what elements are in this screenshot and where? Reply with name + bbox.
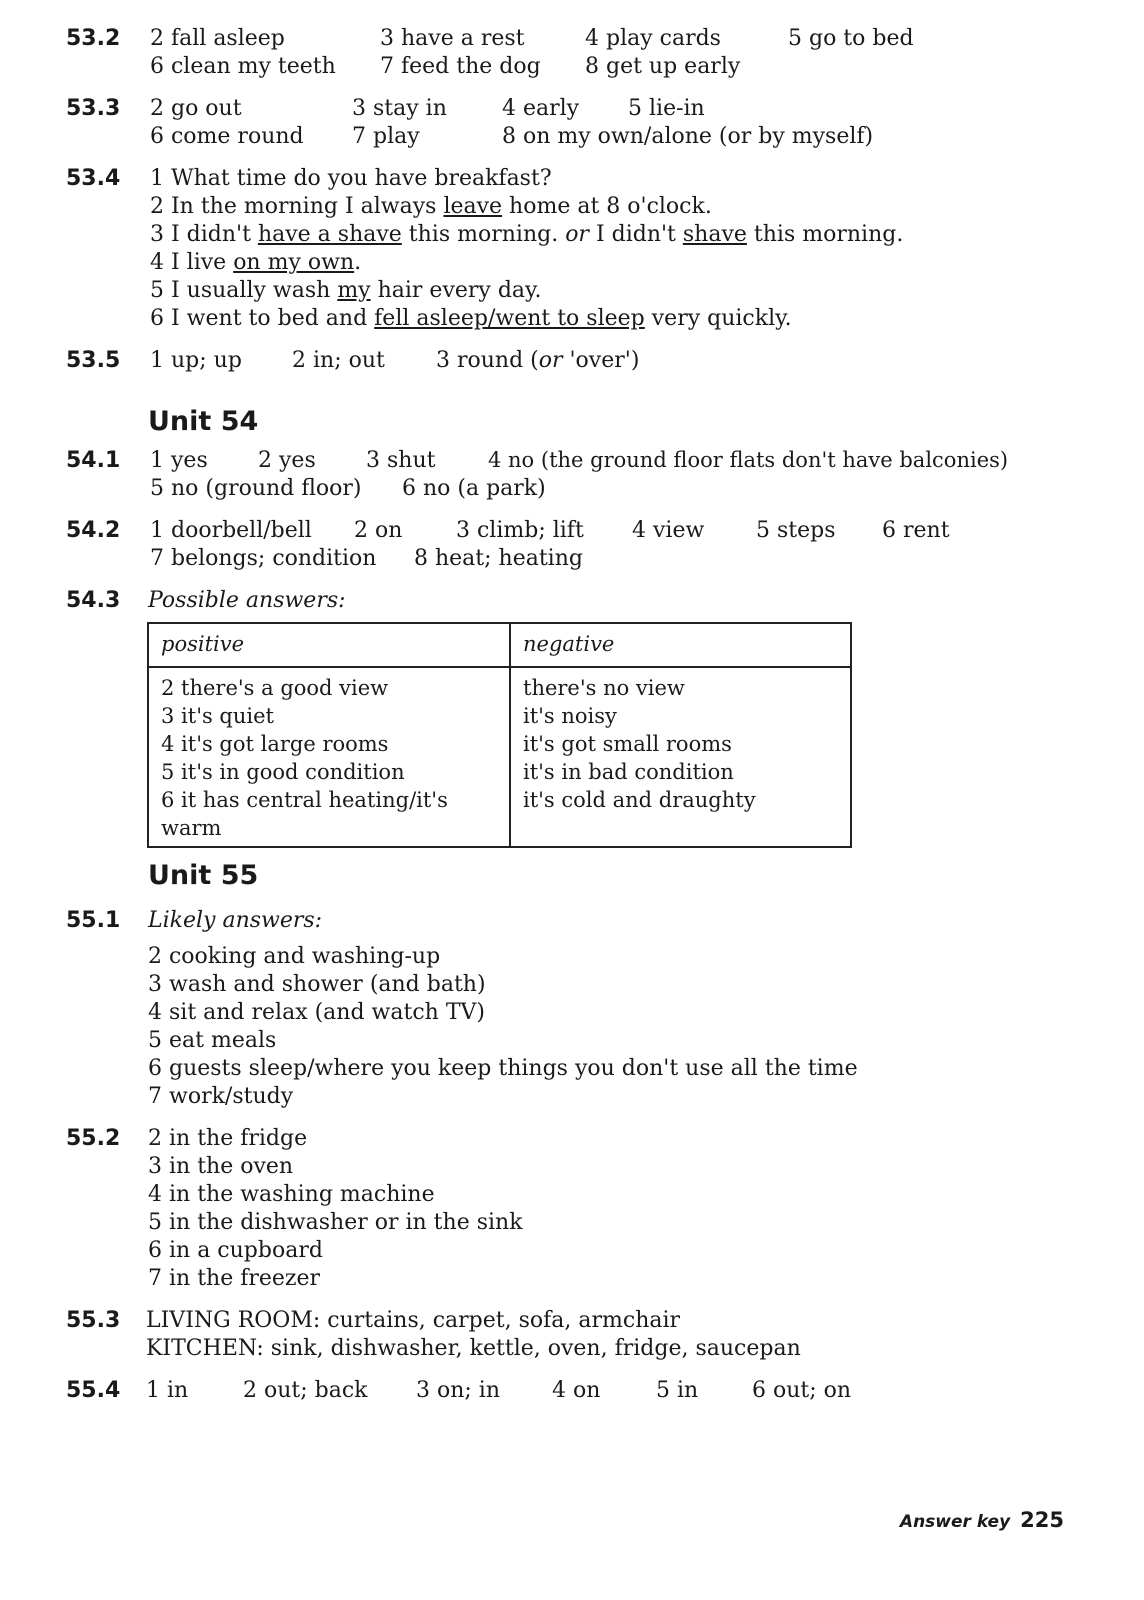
page-number: 225 — [1020, 1508, 1064, 1532]
answer-item: 5 no (ground floor) — [150, 476, 362, 501]
answer-line: 7 in the freezer — [148, 1266, 321, 1291]
answer-item: 3 on; in — [416, 1378, 501, 1403]
page-footer — [900, 1508, 1064, 1533]
answer-line: 6 in a cupboard — [148, 1238, 323, 1263]
answer-item: 4 early — [502, 96, 580, 121]
answer-sentence: 6 I went to bed and fell asleep/went to sleep very quickly. — [150, 306, 792, 331]
answer-item: 2 out; back — [243, 1378, 368, 1403]
answer-sentence: 3 I didn't have a shave this morning. or I didn't shave this morning. — [150, 222, 904, 247]
exercise-number: 55.4 — [66, 1378, 121, 1403]
answer-item: 3 stay in — [352, 96, 447, 121]
column-header-negative: negative — [510, 623, 851, 667]
exercise-number: 55.3 — [66, 1308, 121, 1333]
table-cell: it's noisy — [523, 704, 617, 728]
answer-item: 5 in — [656, 1378, 699, 1403]
footer-label: Answer key — [899, 1512, 1011, 1532]
answer-item: 2 go out — [150, 96, 242, 121]
unit-heading: Unit 55 — [148, 860, 259, 891]
answer-item: 3 shut — [366, 448, 436, 473]
answers-intro: Likely answers: — [148, 908, 323, 933]
answer-item: 6 rent — [882, 518, 950, 543]
answer-item: 4 no (the ground floor flats don't have balconies) — [488, 448, 1009, 472]
exercise-number: 55.1 — [66, 908, 121, 933]
answer-item: 2 fall asleep — [150, 26, 285, 51]
answer-item: 6 no (a park) — [402, 476, 546, 501]
answer-line: 3 wash and shower (and bath) — [148, 972, 486, 997]
answer-sentence: 5 I usually wash my hair every day. — [150, 278, 542, 303]
answers-intro: Possible answers: — [148, 588, 346, 613]
answer-item: 8 on my own/alone (or by myself) — [502, 124, 874, 149]
answer-line: KITCHEN: sink, dishwasher, kettle, oven, fridge, saucepan — [146, 1336, 801, 1361]
answer-item: 2 yes — [258, 448, 316, 473]
answer-line: 7 work/study — [148, 1084, 294, 1109]
answer-item: 1 yes — [150, 448, 208, 473]
answer-item: 1 in — [146, 1378, 189, 1403]
answer-item: 1 doorbell/bell — [150, 518, 312, 543]
answer-item: 7 belongs; condition — [150, 546, 377, 571]
answer-sentence: 1 What time do you have breakfast? — [150, 166, 552, 191]
answer-line: LIVING ROOM: curtains, carpet, sofa, armchair — [146, 1308, 681, 1333]
table-cell: 5 it's in good condition — [161, 760, 405, 784]
answer-line: 5 in the dishwasher or in the sink — [148, 1210, 523, 1235]
positive-column — [148, 667, 510, 847]
answer-line: 2 in the fridge — [148, 1126, 308, 1151]
answer-item: 7 feed the dog — [380, 54, 541, 79]
exercise-number: 53.4 — [66, 166, 121, 191]
exercise-number: 53.2 — [66, 26, 121, 51]
answer-item: 8 heat; heating — [414, 546, 583, 571]
answer-item: 2 in; out — [292, 348, 385, 373]
table-cell: 2 there's a good view — [161, 676, 389, 700]
answer-item: 4 play cards — [585, 26, 721, 51]
answer-item: 2 on — [354, 518, 403, 543]
answer-line: 3 in the oven — [148, 1154, 294, 1179]
table-cell: it's got small rooms — [523, 732, 732, 756]
answer-item: 5 go to bed — [788, 26, 914, 51]
answer-item: 5 lie-in — [628, 96, 705, 121]
answer-item: 3 have a rest — [380, 26, 525, 51]
answer-line: 4 in the washing machine — [148, 1182, 435, 1207]
table-cell: it's cold and draughty — [523, 788, 756, 812]
exercise-number: 55.2 — [66, 1126, 121, 1151]
answer-item: 6 out; on — [752, 1378, 852, 1403]
table-cell: 4 it's got large rooms — [161, 732, 389, 756]
table-cell: 3 it's quiet — [161, 704, 274, 728]
answer-line: 5 eat meals — [148, 1028, 277, 1053]
answer-item: 1 up; up — [150, 348, 242, 373]
answer-item: 6 come round — [150, 124, 304, 149]
exercise-number: 54.3 — [66, 588, 121, 613]
exercise-number: 53.5 — [66, 348, 121, 373]
exercise-number: 54.1 — [66, 448, 121, 473]
answer-sentence: 4 I live on my own. — [150, 250, 362, 275]
answer-item: 6 clean my teeth — [150, 54, 336, 79]
answer-item: 7 play — [352, 124, 420, 149]
answer-item: 4 on — [552, 1378, 601, 1403]
answer-item: 8 get up early — [585, 54, 741, 79]
answer-line: 4 sit and relax (and watch TV) — [148, 1000, 485, 1025]
unit-heading: Unit 54 — [148, 406, 259, 437]
answer-line: 6 guests sleep/where you keep things you don't use all the time — [148, 1056, 858, 1081]
answer-line: 2 cooking and washing-up — [148, 944, 441, 969]
table-cell: it's in bad condition — [523, 760, 734, 784]
table-cell: 6 it has central heating/it's warm — [161, 788, 448, 840]
negative-column — [510, 667, 851, 847]
answer-item: 4 view — [632, 518, 705, 543]
column-header-positive: positive — [148, 623, 510, 667]
exercise-number: 53.3 — [66, 96, 121, 121]
answer-sentence: 2 In the morning I always leave home at 8 o'clock. — [150, 194, 712, 219]
answer-item: 5 steps — [756, 518, 836, 543]
exercise-number: 54.2 — [66, 518, 121, 543]
answer-item: 3 climb; lift — [456, 518, 584, 543]
answer-item: 3 round (or 'over') — [436, 348, 640, 373]
table-cell: there's no view — [523, 676, 685, 700]
answers-table — [147, 622, 852, 848]
